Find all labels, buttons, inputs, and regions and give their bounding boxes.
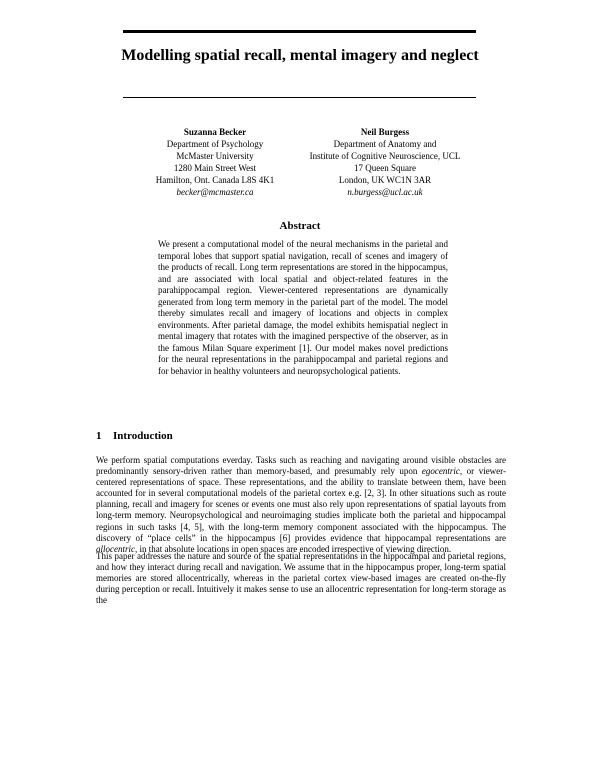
author-affiliation-line: Department of Psychology <box>166 139 264 149</box>
intro-paragraph-1 <box>96 455 506 555</box>
paragraph-text: , or viewer-centered representations of space. These representations, and the ability to translate between them, have been accounted for in several computational models of the parietal cortex e.g. [2, 3]. In other situations such as route planning, recall and imagery for scenes or events one must also rely upon representations of spatial layouts from long-term memory. Neuropsychological and neuroimaging studies implicate both the parietal and hippocampal regions in such tasks [4, 5], with the long-term memory component associated with the hippocampus. The discovery of “place cells” in the hippocampus [6] provides evidence that hippocampal representations are <box>96 466 506 543</box>
author-affiliation-line: London, UK WC1N 3AR <box>338 175 432 185</box>
author-affiliation-line: Institute of Cognitive Neuroscience, UCL <box>309 151 461 161</box>
paper-title: Modelling spatial recall, mental imagery and neglect <box>121 47 479 64</box>
author-name: Suzanna Becker <box>183 127 247 137</box>
author-affiliation-line: Hamilton, Ont. Canada L8S 4K1 <box>155 175 275 185</box>
author-block-2 <box>285 126 485 198</box>
emphasis-text: allocentric <box>96 543 135 554</box>
abstract-text: We present a computational model of the neural mechanisms in the parietal and temporal lobes that support spatial navigation, recall of scenes and imagery of the products of recall. Long term representations are stored in the hippocampus, and are associated with local spatial and object-related features in the parahippocampal region. Viewer-centered representations are dynamically generated from long term memory in the parietal part of the model. The model thereby simulates recall and imagery of locations and objects in complex environments. After parietal damage, the model exhibits hemispatial neglect in mental imagery that rotates with the imagined perspective of the observer, as in the famous Milan Square experiment [1]. Our model makes novel predictions for the neural representations in the parahippocampal and parietal regions and for behavior in healthy volunteers and neuropsychological patients. <box>158 239 448 376</box>
abstract-heading: Abstract <box>279 220 321 232</box>
author-affiliation-line: 1280 Main Street West <box>173 163 257 173</box>
section-number: 1 <box>96 430 102 442</box>
paragraph-text: We perform spatial computations everday. Tasks such as reaching and navigating around visible obstacles are predominantly sensory-driven rather than memory-based, and presumably rely upon <box>96 455 506 477</box>
section-heading <box>96 430 173 442</box>
author-affiliation-line: McMaster University <box>176 151 254 161</box>
intro-paragraph-2: This paper addresses the nature and source of the spatial representations in the hippocampal and parietal regions, and how they interact during recall and navigation. We assume that in the hippocampus proper, long-term spatial memories are stored allocentrically, whereas in the parietal cortex view-based images are created on-the-fly during perception or recall. Intuitively it makes sense to use an allocentric representation for long-term storage as the <box>96 551 506 606</box>
author-name: Neil Burgess <box>360 127 410 137</box>
author-affiliation-line: 17 Queen Square <box>354 163 416 173</box>
author-block-1 <box>120 126 310 198</box>
author-email: becker@mcmaster.ca <box>176 187 254 197</box>
author-affiliation-line: Department of Anatomy and <box>333 139 437 149</box>
emphasis-text: egocentric <box>421 466 460 477</box>
paragraph-text: , in that absolute locations in open spaces are encoded irrespective of viewing direction. <box>135 543 452 554</box>
title-top-rule <box>123 30 476 33</box>
author-email: n.burgess@ucl.ac.uk <box>347 187 423 197</box>
section-title: Introduction <box>113 430 173 442</box>
title-bottom-rule <box>123 97 476 98</box>
